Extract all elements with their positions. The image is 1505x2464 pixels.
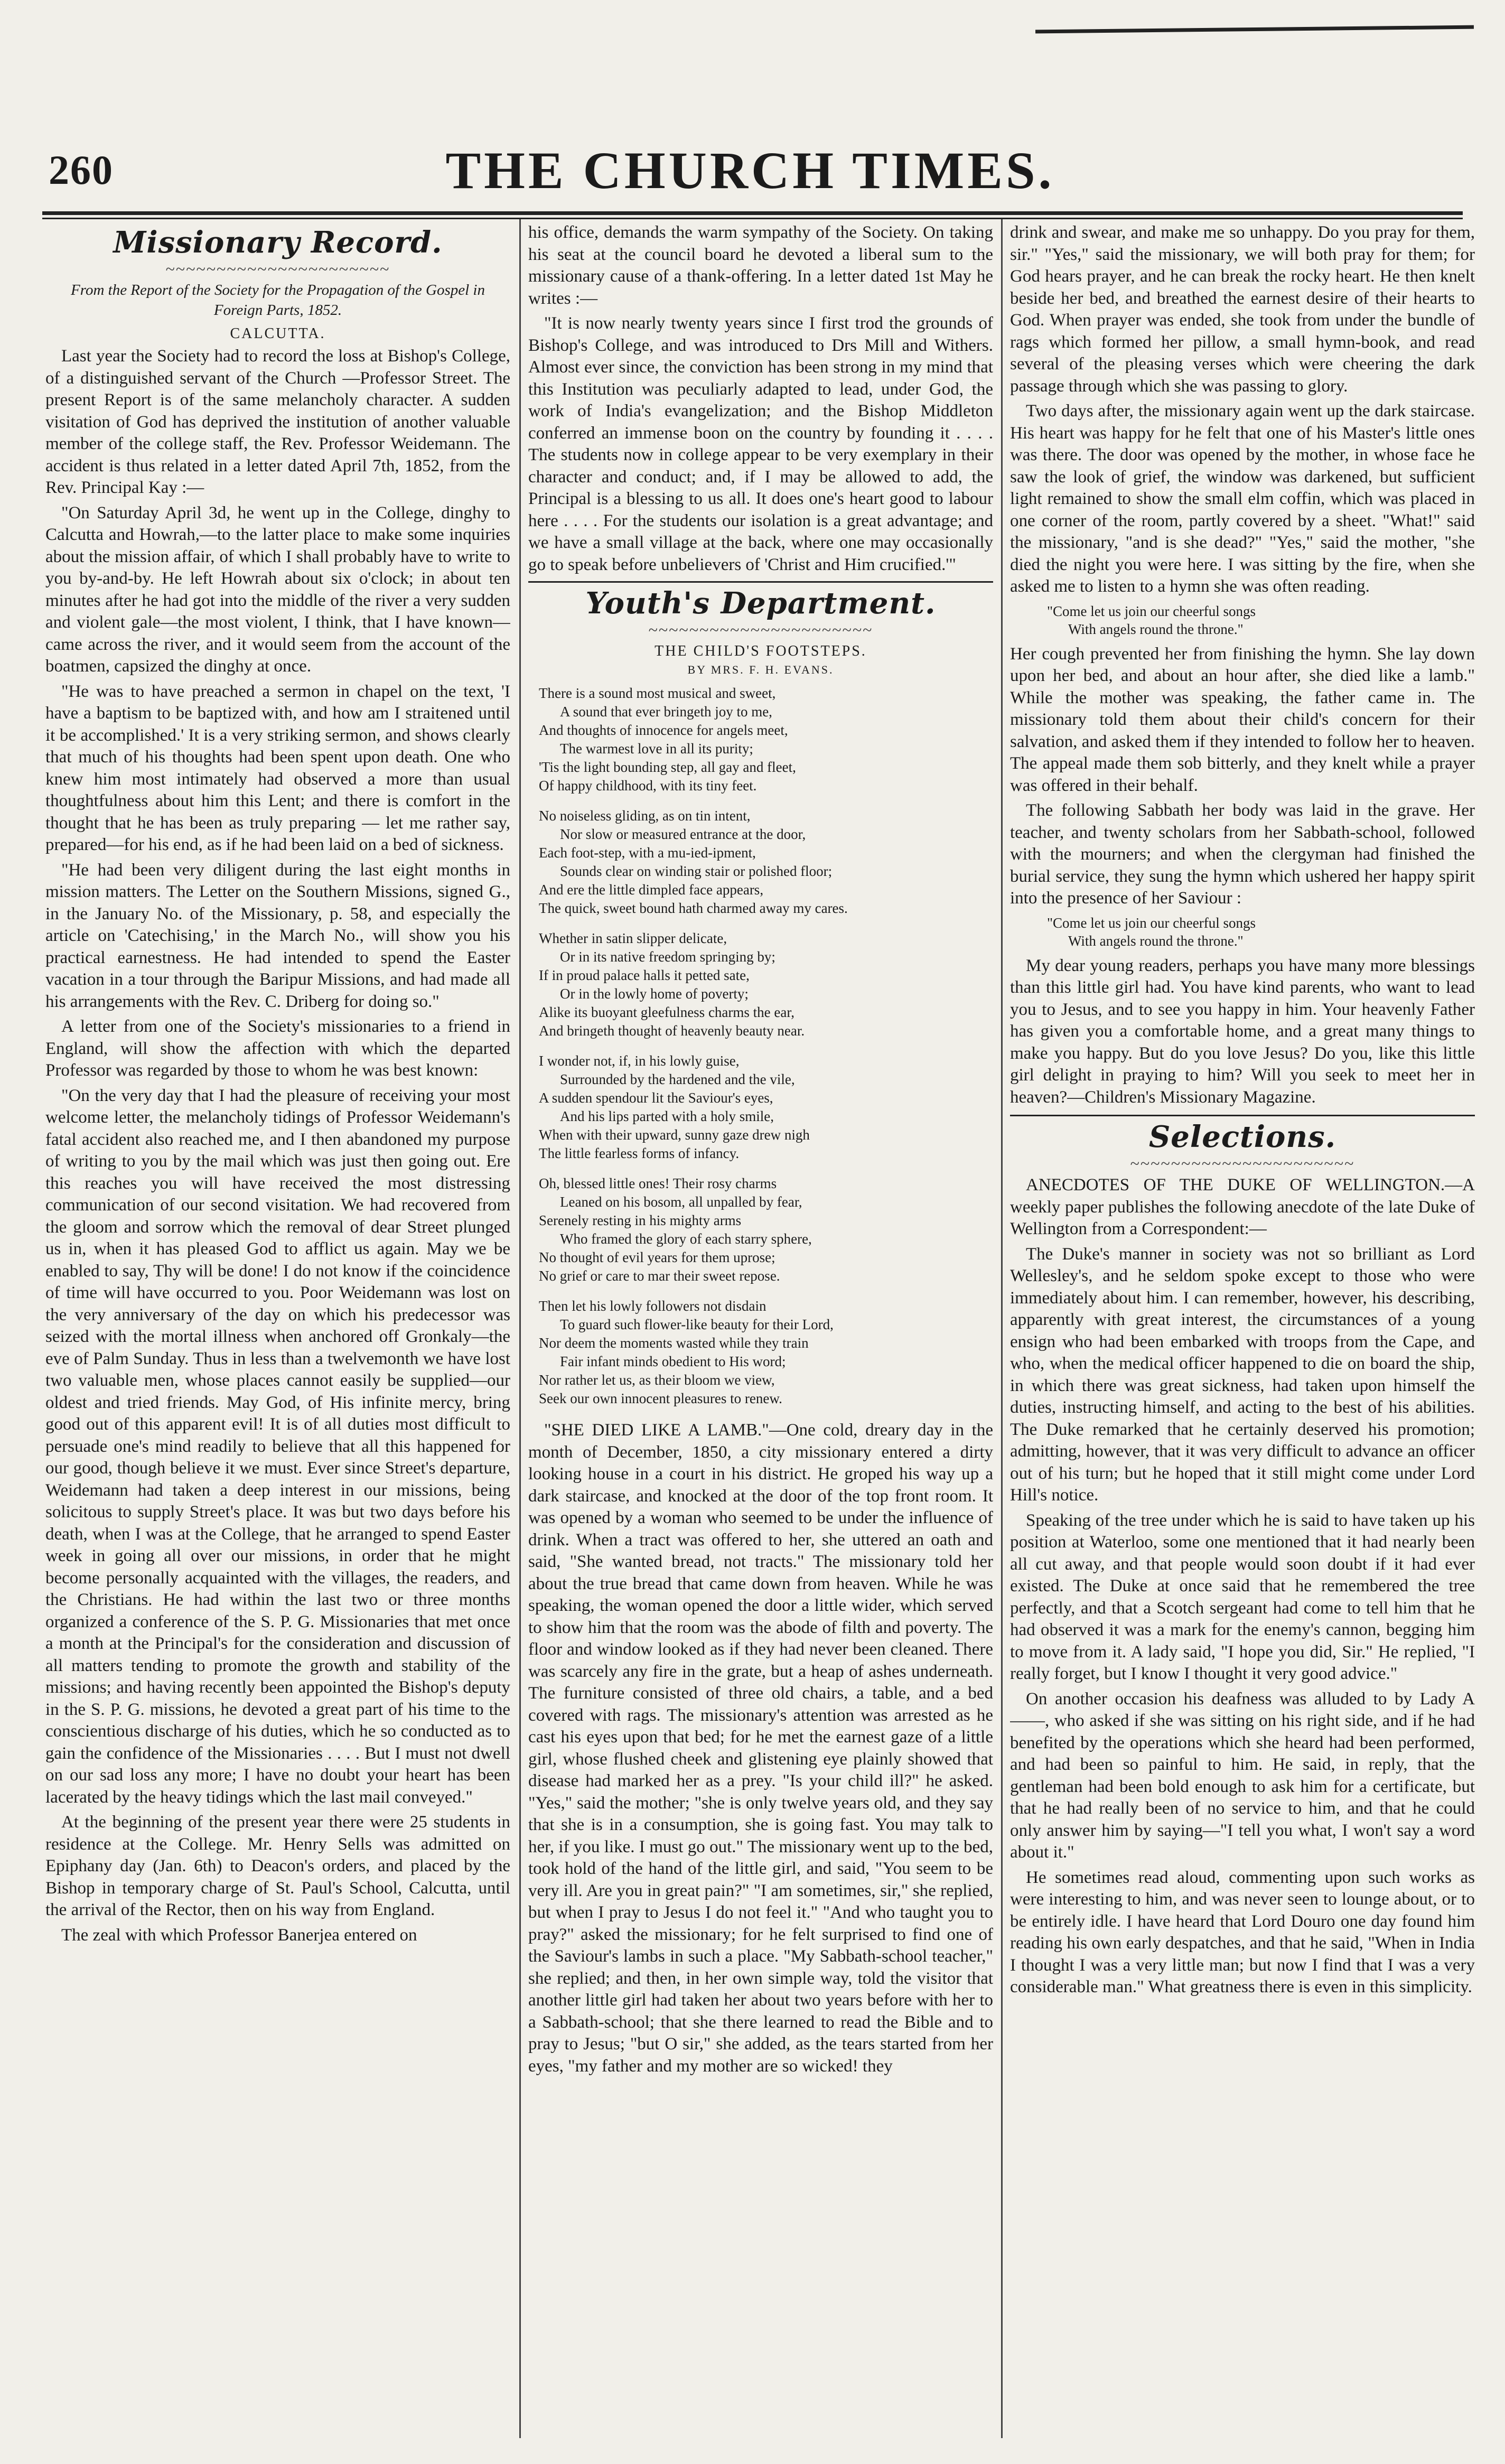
header-rule-thin [42, 218, 1463, 219]
column-2 [528, 222, 993, 2435]
poem-line: There is a sound most musical and sweet, [539, 685, 776, 701]
hymn-line: With angels round the throne." [1068, 932, 1244, 949]
poem-line: Who framed the glory of each starry sphere, [560, 1231, 812, 1247]
dateline: CALCUTTA. [230, 325, 326, 342]
poem-stanza [539, 1297, 983, 1408]
ornament-wave: ~~~~~~~~~~~~~~~~~~~~~~ [1130, 1154, 1355, 1173]
poem-line: Each foot-step, with a mu-ied-ipment, [539, 845, 756, 861]
poem-line: I wonder not, if, in his lowly guise, [539, 1053, 740, 1069]
poem-line: No noiseless gliding, as on tin intent, [539, 808, 751, 824]
hymn-quote [1047, 602, 1475, 638]
article-paragraph: The Duke's manner in society was not so brilliant as Lord Wellesley's, and he seldom spoke except to those who were immediately about him. I can remember, however, his describing, apparently with great interest, the circumstances of a young ensign who had been embarked with troops from the Cape, and who, when the medical officer happened to die on board the ship, in which there was great sickness, had taken upon himself the duties, instructing himself, and acting to the best of his abilities. The Duke remarked that he certainly deserved his promotion; admitting, however, that it was very difficult to advance an officer out of his turn; but he hoped that it still might come under Lord Hill's notice. [1010, 1244, 1475, 1505]
article-paragraph: The following Sabbath her body was laid in the grave. Her teacher, and twenty scholars from her Sabbath-school, followed with the mourners; and when the clergyman had finished the burial service, they sung the hymn which ushered her happy spirit into the presence of her Saviour : [1010, 801, 1475, 908]
section-title-youths-department: Youth's Department. [585, 586, 936, 621]
hymn-line: "Come let us join our cheerful songs [1047, 603, 1256, 619]
poem-line: Nor slow or measured entrance at the door, [560, 826, 806, 842]
article-paragraph: "On Saturday April 3d, he went up in the College, dinghy to Calcutta and Howrah,—to the latter place to make some inquiries about the mission affair, of which I shall probably have to write to you by-and-by. He left Howrah about six o'clock; in about ten minutes after he had got into the middle of the river a very sudden and violent gale—the most violent, I think, that I have known—came across the river, and it would seem from the account of the boatmen, capsized the dinghy at once. [45, 503, 510, 676]
poem-line: Leaned on his bosom, all unpalled by fear, [560, 1194, 802, 1210]
ornament-wave: ~~~~~~~~~~~~~~~~~~~~~~ [165, 259, 390, 278]
page-header [37, 135, 1463, 214]
article-paragraph: "He was to have preached a sermon in chapel on the text, 'I have a baptism to be baptized with, and how am I straitened until it be accomplished.' It is a very striking sermon, and shows clearly that much of his thoughts had been spent upon death. One who knew him most intimately had observed a more than usual thoughtfulness about him this Lent; and there is comfort in the thought that he has been as truly preparing — let me rather say, prepared—for his end, as if he had been laid on a bed of sickness. [45, 682, 510, 854]
poem-line: Nor rather let us, as their bloom we view, [539, 1372, 775, 1388]
article-paragraph: ANECDOTES OF THE DUKE OF WELLINGTON.—A weekly paper publishes the following anecdote of the late Duke of Wellington from a Correspondent:— [1010, 1175, 1475, 1238]
section-title-selections: Selections. [1148, 1119, 1336, 1154]
poem-stanza [539, 1052, 983, 1163]
article-paragraph: "It is now nearly twenty years since I first trod the grounds of Bishop's College, and was introduced to Drs Mill and Withers. Almost ever since, the conviction has been strong in my mind that this Institution was peculiarly adapted to lead, under God, the work of India's evangelization; and the Bishop Middleton conferred an immense boon on the country by founding it . . . . The students now in college appear to be very exemplary in their character and conduct; and, if I may be allowed to add, the Principal is a blessing to us all. It does one's heart good to labour here . . . . For the students our isolation is a great advantage; and we have a small village at the back, where one may occasionally go to speak before unbelievers of 'Christ and Him crucified.'" [528, 314, 993, 574]
article-paragraph: At the beginning of the present year there were 25 students in residence at the College. Mr. Henry Sells was admitted on Epiphany day (Jan. 6th) to Deacon's orders, and placed by the Bishop in temporary charge of St. Paul's School, Calcutta, until the arrival of the Rector, then on his way from England. [45, 1813, 510, 1919]
poem-line: No grief or care to mar their sweet repose. [539, 1268, 780, 1284]
article-paragraph: On another occasion his deafness was alluded to by Lady A——, who asked if she was sitting on his right side, and if he had benefited by the operations which she heard had been performed, and had been so painful to him. He said, in reply, that the gentleman had been bold enough to ask him for a certificate, but that he had really been of no service to him, and that he could only answer him by saying—"I tell you what, I won't say a word about it." [1010, 1689, 1475, 1862]
poem-line: Nor deem the moments wasted while they train [539, 1335, 809, 1351]
poem-line: The warmest love in all its purity; [560, 741, 753, 757]
hymn-line: "Come let us join our cheerful songs [1047, 914, 1256, 931]
poem-line: 'Tis the light bounding step, all gay and fleet, [539, 759, 796, 775]
poem-stanza [539, 1174, 983, 1285]
poem-line: When with their upward, sunny gaze drew nigh [539, 1127, 810, 1143]
poem-line: And bringeth thought of heavenly beauty near. [539, 1023, 805, 1039]
poem-line: Fair infant minds obedient to His word; [560, 1354, 786, 1369]
source-note: From the Report of the Society for the Propagation of the Gospel in Foreign Parts, 1852. [71, 282, 485, 319]
article-paragraph: "He had been very diligent during the last eight months in mission matters. The Letter on the Southern Missions, signed G., in the January No. of the Missionary, p. 58, and especially the article on 'Catechising,' in the March No., will show you his practical earnestness. He had intended to spend the Easter vacation in a tour through the Baripur Missions, and had made all his arrangements with the Rev. C. Driberg for doing so." [45, 860, 510, 1011]
poem-line: Whether in satin slipper delicate, [539, 930, 727, 946]
article-paragraph: Two days after, the missionary again went up the dark staircase. His heart was happy for he felt that one of his Master's little ones was there. The door was opened by the mother, in whose face he saw the look of grief, the window was darkened, but sufficient light remained to show the small elm coffin, which was placed in one corner of the room, partly covered by a sheet. "What!" said the missionary, "and is she dead?" "Yes," said the mother, "she died the night you were here. I was sitting by the fire, when she asked me to listen to a hymn she was often reading. [1010, 402, 1475, 596]
poem-line: No thought of evil years for them uprose; [539, 1249, 775, 1265]
masthead-title: THE CHURCH TIMES. [445, 141, 1055, 200]
article-paragraph: his office, demands the warm sympathy of the Society. On taking his seat at the council board he devoted a liberal sum to the missionary cause of a thank-offering. In a letter dated 1st May he writes :— [528, 223, 993, 308]
article-paragraph: Speaking of the tree under which he is said to have taken up his position at Waterloo, some one mentioned that it had nearly been all cut away, and that people would soon doubt if it had ever existed. The Duke at once said that he remembered the tree perfectly, and that a Scotch sergeant had come to tell him that he had observed it was a mark for the enemy's cannon, begging him to move from it. A lady said, "I hope you did, Sir." He replied, "I really forget, but I know I thought it very good advice." [1010, 1510, 1475, 1683]
poem-stanza [539, 684, 983, 795]
poem-line: To guard such flower-like beauty for their Lord, [560, 1317, 834, 1332]
article-paragraph: "SHE DIED LIKE A LAMB."—One cold, dreary day in the month of December, 1850, a city missionary entered a dirty looking house in a court in his district. He groped his way up a dark staircase, and knocked at the door of the top front room. It was opened by a woman who seemed to be under the influence of drink. When a tract was offered to her, she uttered an oath and said, "She wanted bread, not tracts." The missionary told her about the true bread that came down from heaven. While he was speaking, the woman opened the door a little wider, which served to show him that the room was the abode of filth and poverty. The floor and window looked as if they had never been cleaned. There was scarcely any fire in the grate, but a heap of ashes underneath. The furniture consisted of three old chairs, a table, and a bed covered with rags. The missionary's attention was arrested as he cast his eyes upon that bed; for he met the earnest gaze of a little girl, whose flushed cheek and glistening eye plainly showed that disease had marked her as a prey. "Is your child ill?" he asked. "Yes," said the mother; "she is only twelve years old, and they say that she is in a consumption, she is going fast. You may talk to her, if you like. I must go out." The missionary went up to the bed, took hold of the hand of the little girl, and said, "You seem to be very ill. Are you in great pain?" "I am sometimes, sir," she replied, but when I pray to Jesus I do not feel it." "And who taught you to pray?" asked the missionary; for he felt surprised to find one of the Saviour's lambs in such a place. "My Sabbath-school teacher," she replied; and then, in her own simple way, told the visitor that another little girl had taken her about two years before with her to a Sabbath-school; that she there learned to read the Bible and to pray to Jesus; "but O sir," she added, as the tears started from her eyes, "my father and my mother are so wicked! they [528, 1421, 993, 2076]
article-paragraph: He sometimes read aloud, commenting upon such works as were interesting to him, and was never seen to lounge about, or to be entirely idle. I have heard that Lord Douro one day found him reading his own early despatches, and that he said, "When in India I thought I was a very little man; but now I find that I was a very considerable man." What greatness there is even in this simplicity. [1010, 1868, 1475, 1996]
article-paragraph: A letter from one of the Society's missionaries to a friend in England, will show the affection with which the departed Professor was regarded by those to whom he was best known: [45, 1017, 510, 1080]
poem-line: Oh, blessed little ones! Their rosy charms [539, 1175, 777, 1191]
section-rule [528, 581, 993, 583]
poem-line: A sudden spendour lit the Saviour's eyes, [539, 1090, 773, 1106]
column-divider-2 [1001, 219, 1003, 2438]
article-paragraph: Last year the Society had to record the loss at Bishop's College, of a distinguished servant of the Church —Professor Street. The present Report is of the same melancholy character. A sudden visitation of God has deprived the institution of another valuable member of the college staff, the Rev. Professor Weidemann. The accident is thus related in a letter dated April 7th, 1852, from the Rev. Principal Kay :— [45, 347, 510, 497]
column-3 [1010, 222, 1475, 2435]
poem-line: The quick, sweet bound hath charmed away my cares. [539, 900, 848, 916]
poem-line: And his lips parted with a holy smile, [560, 1108, 774, 1124]
poem-line: Or in the lowly home of poverty; [560, 986, 749, 1002]
article-paragraph: drink and swear, and make me so unhappy. Do you pray for them, sir." "Yes," said the missionary, we will both pray for them; for God hears prayer, and he can break the rocky heart. He then knelt beside her bed, and breathed the earnest desire of their hearts to God. When prayer was ended, she took from under the bundle of rags which formed her pillow, a small hymn-book, and read several of the pleasing verses which were cheering the dark passage through which she was passing to glory. [1010, 223, 1475, 396]
ornament-wave: ~~~~~~~~~~~~~~~~~~~~~~ [648, 620, 873, 639]
poem-line: Serenely resting in his mighty arms [539, 1212, 742, 1228]
article-paragraph: "On the very day that I had the pleasure of receiving your most welcome letter, the melancholy tidings of Professor Weidemann's fatal accident also reached me, and I then abandoned my purpose of writing to you by the mail which was just then going out. Ere this reaches you will have received the most distressing communication of our second visitation. We had recovered from the gloom and sorrow which the removal of dear Street plunged us in, when it has pleased God to afflict us again. May we be enabled to say, Thy will be done! I do not know if the coincidence of time will have occurred to you. Poor Weidemann was lost on the very anniversary of the day on which his predecessor was seized with the mortal illness when anchored off Gronkaly—the eve of Palm Sunday. Thus in less than a twelvemonth we have lost two valuable men, whose places cannot easily be supplied—our oldest and tried friends. May God, of His infinite mercy, bring good out of this apparent evil! It is of all duties most difficult to persuade one's mind readily to believe that all this happened for our good, though believe it we must. Ever since Street's departure, Weidemann had taken a deep interest in our missions, being solicitous to supply Street's place. It was but two days before his death, when I was at the College, that he arranged to spend Easter week in going all over our missions, in order that he might become personally acquainted with the villages, the readers, and the Christians. He had within the last two or three months organized a conference of the S. P. G. Missionaries that met once a month at the Principal's for the consideration and discussion of all matters tending to promote the growth and stability of the missions; and having recently been appointed the Bishop's deputy in the S. P. G. missions, he devoted a great part of his time to the conscientious discharge of his duties, which he so conducted as to gain the confidence of the Missionaries . . . . But I must not dwell on our sad loss any more; I have no doubt your heart has been lacerated by the heavy tidings which the last mail conveyed." [45, 1086, 510, 1807]
poem-title: THE CHILD'S FOOTSTEPS. [655, 643, 867, 659]
poem-line: And ere the little dimpled face appears, [539, 882, 764, 898]
poem-line: The little fearless forms of infancy. [539, 1145, 740, 1161]
article-paragraph: The zeal with which Professor Banerjea entered on [61, 1925, 417, 1945]
section-rule [1010, 1115, 1475, 1116]
poem-line: And thoughts of innocence for angels meet, [539, 722, 788, 738]
poem-line: A sound that ever bringeth joy to me, [560, 704, 772, 720]
poem-line: Surrounded by the hardened and the vile, [560, 1071, 795, 1087]
hymn-line: With angels round the throne." [1068, 621, 1244, 637]
article-paragraph: Her cough prevented her from finishing the hymn. She lay down upon her bed, and about an hour after, she died like a lamb." While the mother was speaking, the father came in. The missionary told them about their child's concern for their salvation, and asked them if they intended to follow her to heaven. The appeal made them sob bitterly, and they knelt while a prayer was offered in their behalf. [1010, 644, 1475, 795]
poem [539, 684, 983, 1408]
column-divider-1 [519, 219, 521, 2438]
column-1 [45, 222, 510, 2435]
poem-line: Then let his lowly followers not disdain [539, 1298, 766, 1314]
poem-line: Seek our own innocent pleasures to renew. [539, 1390, 782, 1406]
hymn-quote [1047, 914, 1475, 950]
poem-stanza [539, 807, 983, 918]
article-paragraph: My dear young readers, perhaps you have many more blessings than this little girl had. You have kind parents, who want to lead you to Jesus, and to see you happy in him. Your heavenly Father has given you a comfortable home, and a great many things to make you happy. But do you love Jesus? Do you, like this little girl delight in praying to him? Will you seek to meet her in heaven?—Children's Missionary Magazine. [1010, 956, 1475, 1107]
header-rule-thick [42, 211, 1463, 215]
page-number: 260 [49, 147, 114, 193]
poem-line: Alike its buoyant gleefulness charms the ear, [539, 1004, 795, 1020]
poem-line: Or in its native freedom springing by; [560, 949, 775, 965]
top-corner-rule [1035, 25, 1474, 34]
poem-line: If in proud palace halls it petted sate, [539, 967, 750, 983]
poem-byline: BY MRS. F. H. EVANS. [687, 663, 834, 676]
poem-stanza [539, 929, 983, 1040]
section-title-missionary-record: Missionary Record. [113, 225, 443, 260]
poem-line: Of happy childhood, with its tiny feet. [539, 778, 757, 794]
poem-line: Sounds clear on winding stair or polished floor; [560, 863, 833, 879]
